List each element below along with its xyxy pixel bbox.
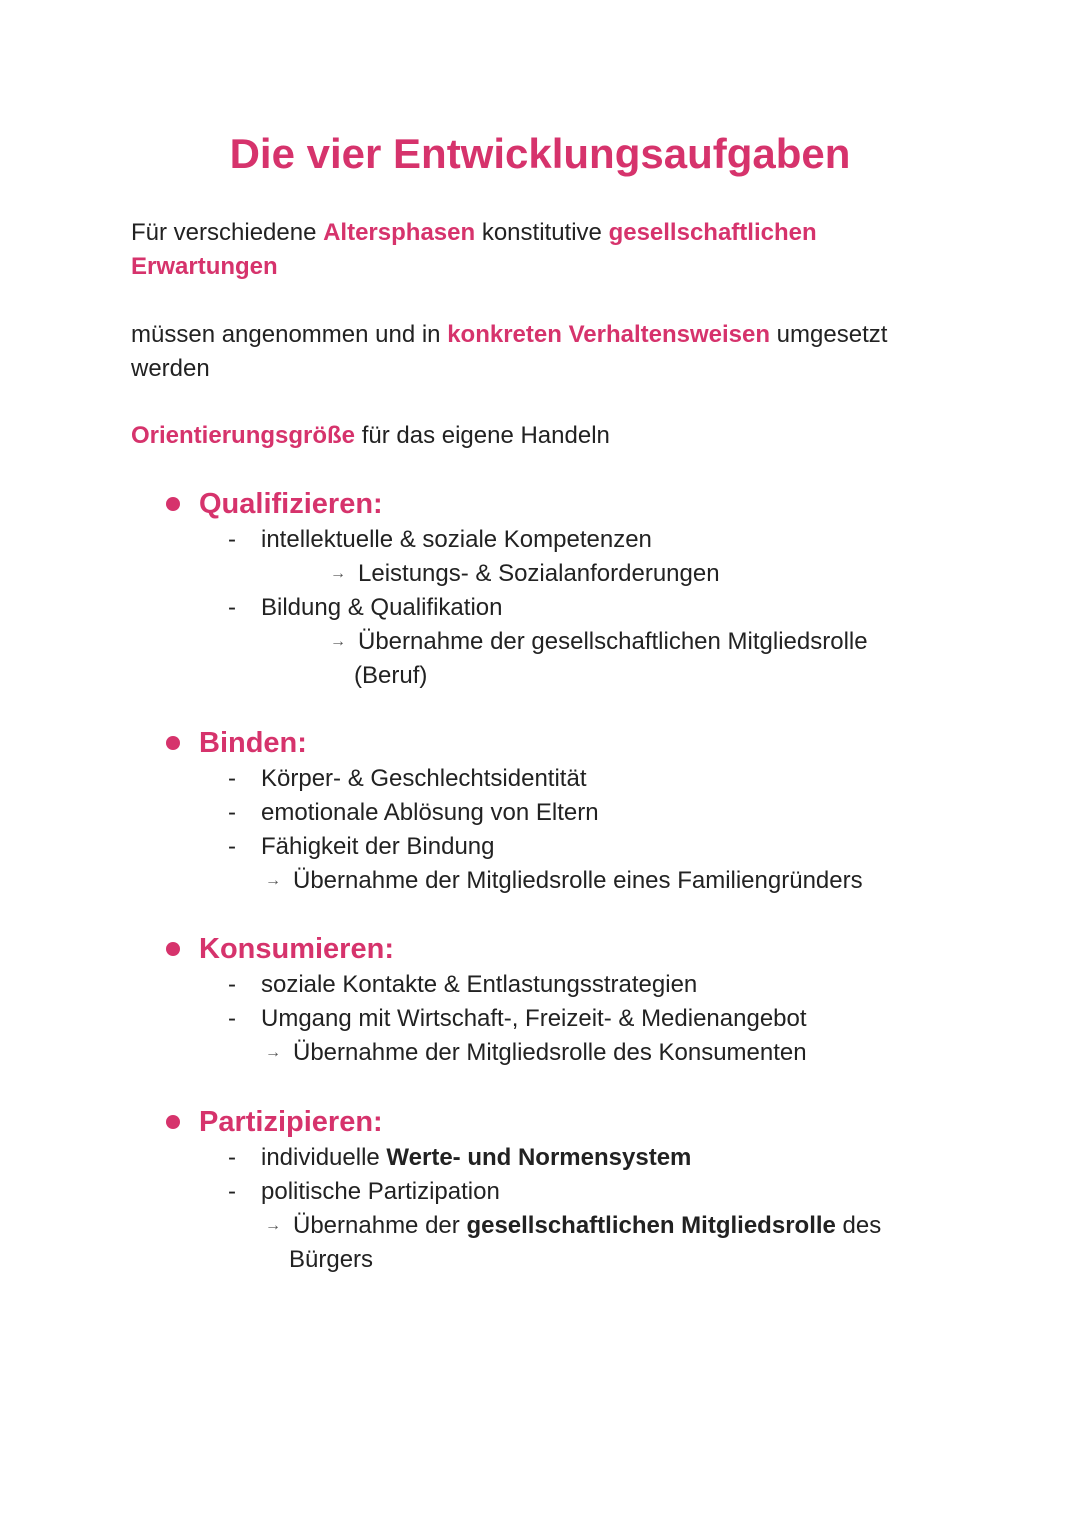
arrow-item-text: Übernahme der (293, 1212, 467, 1239)
section-heading-label: Binden: (199, 726, 307, 759)
arrow-right-icon: → (330, 565, 346, 582)
section-heading-label: Konsumieren: (199, 932, 394, 965)
section-konsumieren (163, 930, 963, 1070)
list-item (163, 1175, 963, 1209)
list-item (163, 968, 963, 1002)
list-item (163, 591, 963, 625)
list-item (163, 796, 963, 830)
arrow-right-icon: → (265, 872, 281, 889)
list-item (163, 762, 963, 796)
bold-werte-normensystem: Werte- und Normensystem (386, 1144, 692, 1171)
arrow-right-icon: → (265, 1044, 281, 1061)
section-heading (163, 1103, 963, 1141)
list-item-text: emotionale Ablösung von Eltern (261, 799, 599, 826)
arrow-item-text: Bürgers (289, 1246, 374, 1273)
arrow-item-text: Übernahme der Mitgliedsrolle des Konsumenten (293, 1039, 807, 1066)
list-item-text: Körper- & Geschlechtsidentität (261, 765, 587, 792)
dash-icon: - (228, 833, 236, 860)
dash-icon: - (228, 526, 236, 553)
arrow-item-continuation (163, 659, 963, 693)
arrow-item-text: Übernahme der Mitgliedsrolle eines Familiengründers (293, 867, 863, 894)
list-item-text: Fähigkeit der Bindung (261, 833, 495, 860)
dash-icon: - (228, 799, 236, 826)
intro-text: Für verschiedene (131, 219, 324, 246)
intro-paragraph-3 (131, 419, 951, 453)
section-partizipieren (163, 1103, 963, 1277)
list-item-text: Umgang mit Wirtschaft-, Freizeit- & Medienangebot (261, 1005, 807, 1032)
intro-text: umgesetzt werden (131, 321, 888, 382)
list-item-text: Bildung & Qualifikation (261, 594, 503, 621)
intro-text: müssen angenommen und in (131, 321, 448, 348)
arrow-item-continuation (163, 1243, 963, 1277)
section-binden (163, 724, 963, 898)
list-item-text: intellektuelle & soziale Kompetenzen (261, 526, 652, 553)
arrow-item (163, 1209, 963, 1243)
page-title: Die vier Entwicklungsaufgaben (229, 130, 851, 177)
arrow-item (163, 1036, 963, 1070)
highlight-orientierungsgroesse: Orientierungsgröße (131, 422, 356, 449)
bullet-dot-icon (166, 942, 180, 956)
intro-paragraph-2 (131, 318, 951, 386)
dash-icon: - (228, 1178, 236, 1205)
arrow-item-text: Leistungs- & Sozialanforderungen (358, 560, 720, 587)
list-item (163, 523, 963, 557)
highlight-verhaltensweisen: konkreten Verhaltensweisen (447, 321, 771, 348)
dash-icon: - (228, 765, 236, 792)
section-heading (163, 930, 963, 968)
section-qualifizieren (163, 485, 963, 693)
bullet-dot-icon (166, 736, 180, 750)
bold-mitgliedsrolle: gesellschaftlichen Mitgliedsrolle (466, 1212, 836, 1239)
arrow-item-text: des (835, 1212, 882, 1239)
highlight-erwartungen: gesellschaftlichen Erwartungen (131, 219, 817, 280)
bullet-dot-icon (166, 497, 180, 511)
dash-icon: - (228, 971, 236, 998)
dash-icon: - (228, 1144, 236, 1171)
list-item (163, 1141, 963, 1175)
list-item (163, 1002, 963, 1036)
list-item-text: politische Partizipation (261, 1178, 500, 1205)
section-heading (163, 724, 963, 762)
arrow-item-text: Übernahme der gesellschaftlichen Mitgliedsrolle (358, 628, 868, 655)
arrow-item (163, 864, 963, 898)
intro-paragraph-1 (131, 216, 951, 284)
dash-icon: - (228, 1005, 236, 1032)
dash-icon: - (228, 594, 236, 621)
arrow-right-icon: → (265, 1217, 281, 1234)
highlight-altersphasen: Altersphasen (323, 219, 476, 246)
section-heading-label: Qualifizieren: (199, 487, 383, 520)
arrow-item-text: (Beruf) (354, 662, 428, 689)
arrow-right-icon: → (330, 633, 346, 650)
bullet-dot-icon (166, 1115, 180, 1129)
list-item-text: soziale Kontakte & Entlastungsstrategien (261, 971, 698, 998)
intro-text: für das eigene Handeln (355, 422, 610, 449)
arrow-item (163, 557, 963, 591)
list-item-text: individuelle (261, 1144, 387, 1171)
list-item (163, 830, 963, 864)
section-heading (163, 485, 963, 523)
arrow-item (163, 625, 963, 659)
section-heading-label: Partizipieren: (199, 1105, 383, 1138)
intro-text: konstitutive (475, 219, 609, 246)
